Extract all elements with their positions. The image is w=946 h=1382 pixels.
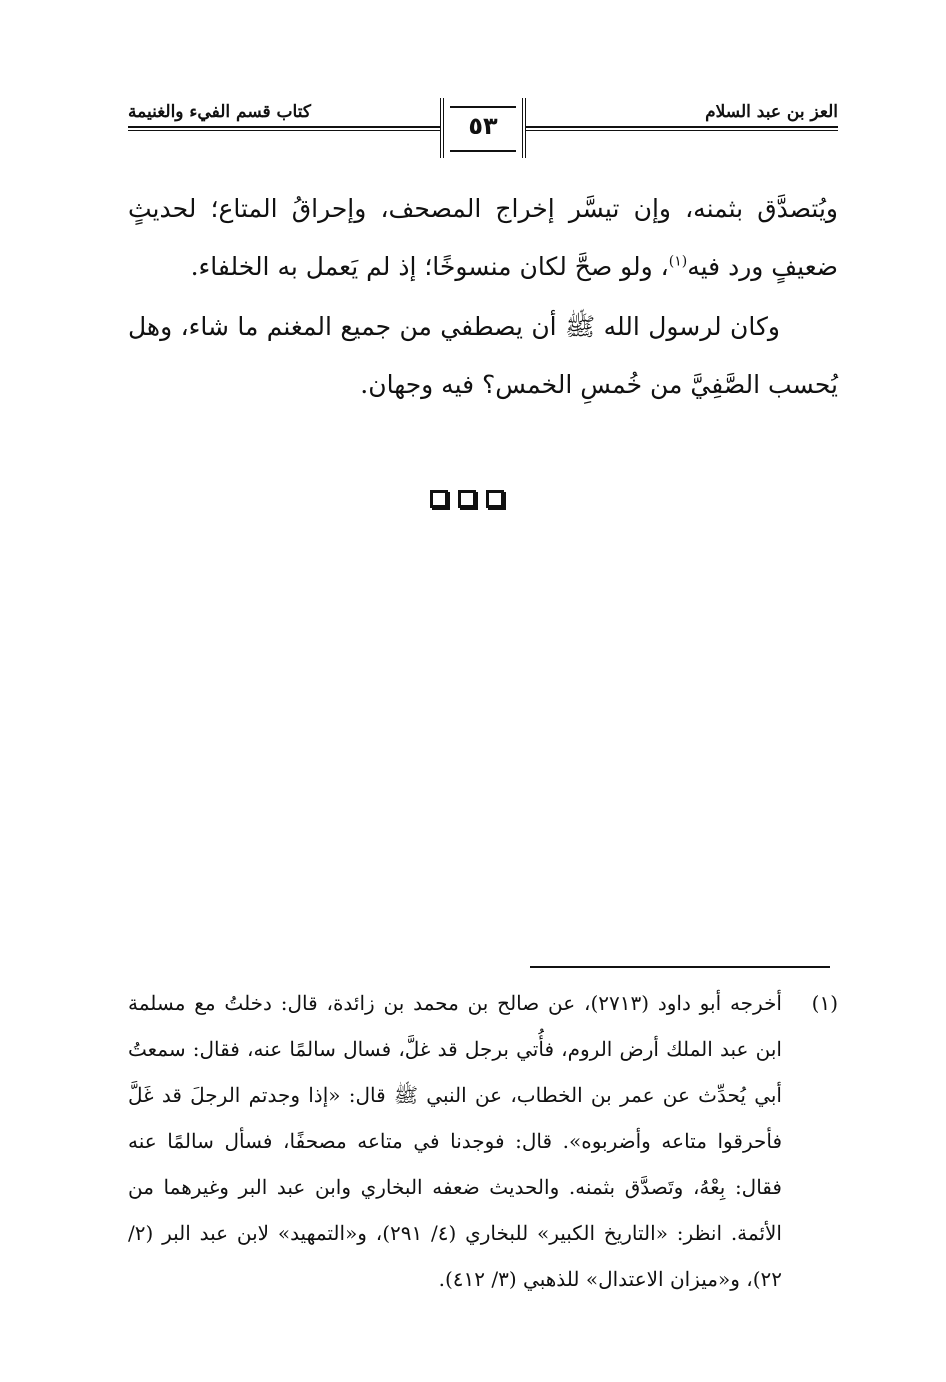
footnote-number: (١) (811, 991, 838, 1015)
running-header-author: العز بن عبد السلام (705, 102, 838, 122)
page-number: ٥٣ (468, 112, 498, 140)
footnote-rule (530, 966, 830, 968)
separator-square-icon (486, 490, 504, 508)
header-rule-right (526, 126, 838, 131)
page-header (128, 96, 838, 166)
paragraph-1-text: ويُتصدَّق بثمنه، وإن تيسَّر إخراج المصحف، وإحراقُ المتاع؛ لحديثٍ ضعيفٍ ورد فيه (128, 194, 838, 281)
header-rule-left (128, 126, 440, 131)
section-separator (430, 488, 530, 514)
footnote (128, 980, 838, 1302)
paragraph-1 (128, 180, 838, 296)
page-number-frame (440, 98, 526, 158)
separator-square-icon (458, 490, 476, 508)
running-header-book-title: كتاب قسم الفيء والغنيمة (128, 102, 311, 122)
footnote-text: أخرجه أبو داود (٢٧١٣)، عن صالح بن محمد بن زائدة، قال: دخلتُ مع مسلمة ابن عبد الملك أرض الروم، فأُتي برجل قد غلَّ، فسال سالمًا عنه، فقال: سمعتُ أبي يُحدِّث عن عمر بن الخطاب، عن النبي ﷺ قال: «إذا وجدتم الرجلَ قد غَلَّ فأحرقوا متاعه وأضربوه». قال: فوجدنا في متاعه مصحفًا، فسأل سالمًا عنه فقال: بِعْهُ، وتَصدَّق بثمنه. والحديث ضعفه البخاري وابن عبد البر وغيرهما من الأئمة. انظر: «التاريخ الكبير» للبخاري (٤/ ٢٩١)، و«التمهيد» لابن عبد البر (٢/ ٢٢)، و«ميزان الاعتدال» للذهبي (٣/ ٤١٢). (128, 991, 782, 1291)
paragraph-2: وكان لرسول الله ﷺ أن يصطفي من جميع المغنم ما شاء، وهل يُحسب الصَّفِيَّ من خُمسِ الخمس؟ فيه وجهان. (128, 312, 838, 399)
paragraph-1-end: ، ولو صحَّ لكان منسوخًا؛ إذ لم يَعمل به الخلفاء. (190, 252, 669, 281)
main-text (128, 180, 838, 414)
footnote-reference: (١) (668, 253, 688, 270)
separator-square-icon (430, 490, 448, 508)
